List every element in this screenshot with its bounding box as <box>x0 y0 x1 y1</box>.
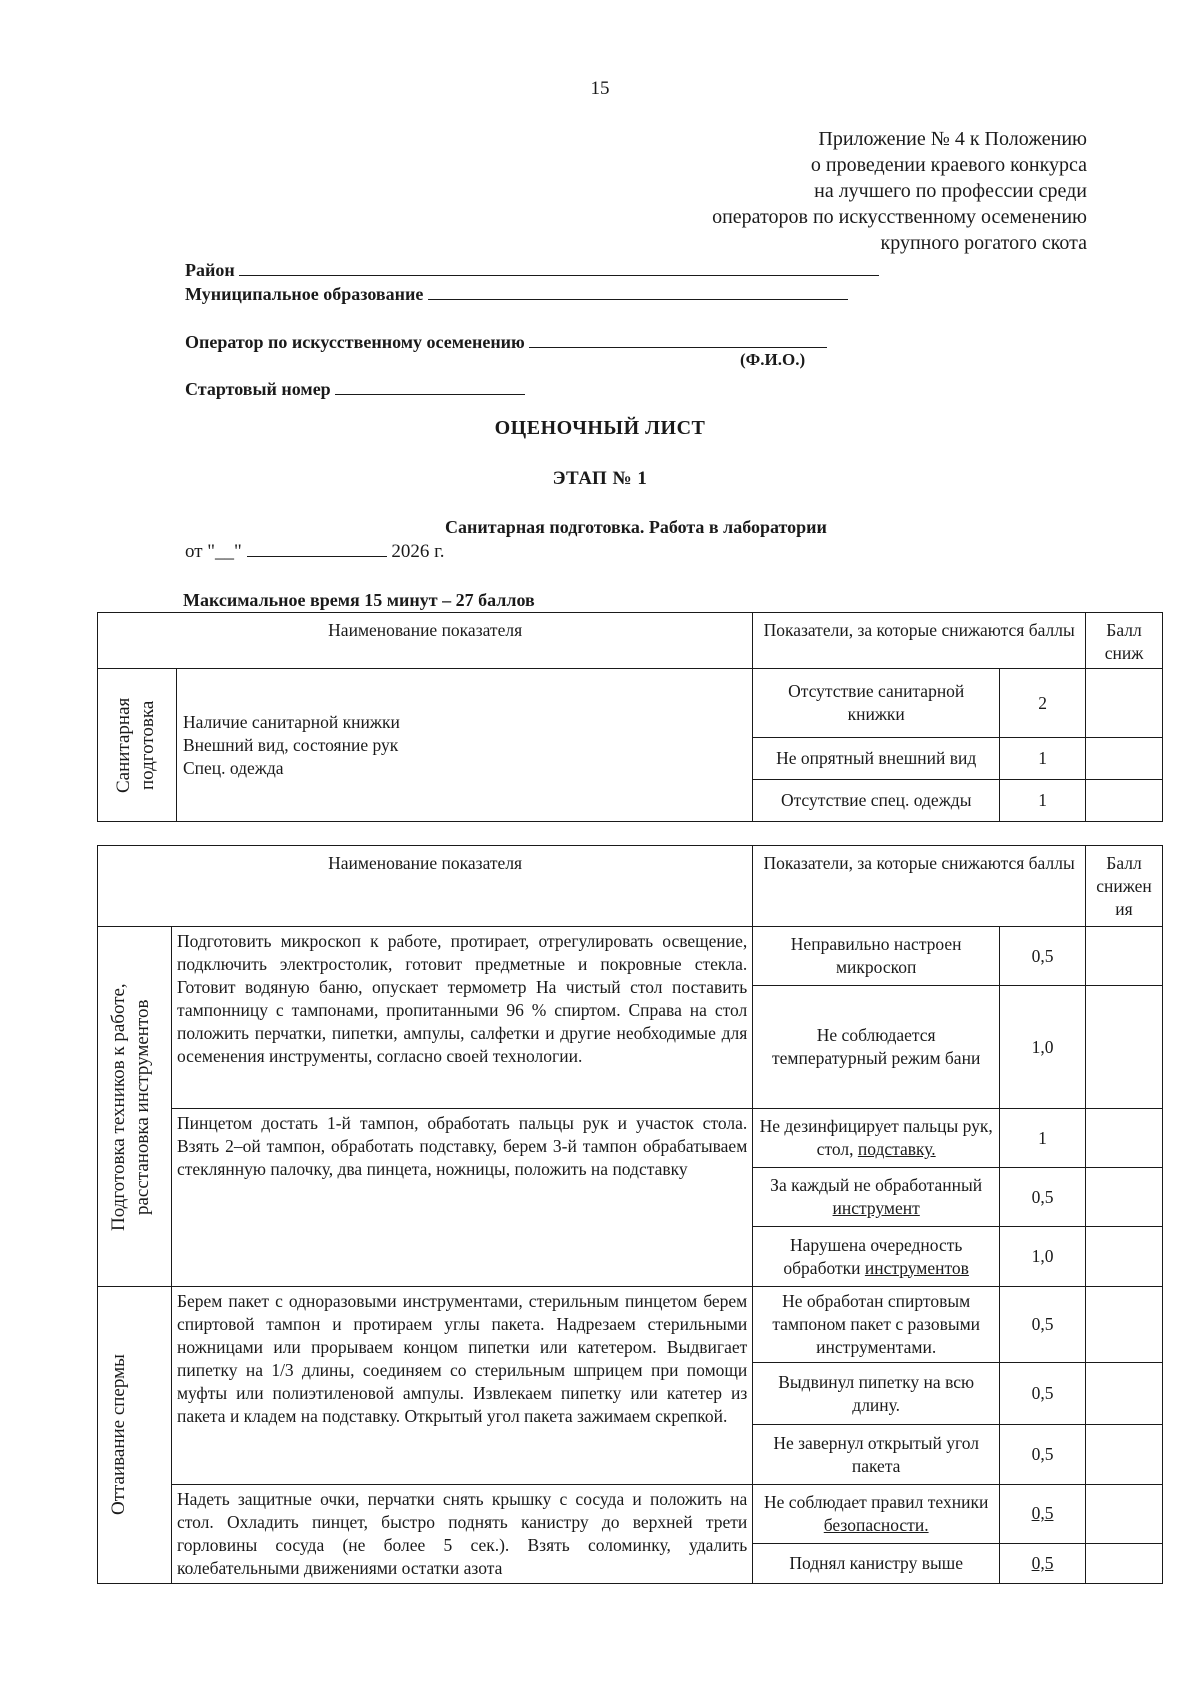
appendix-line: на лучшего по профессии среди <box>814 180 1087 202</box>
date-suffix: 2026 г. <box>391 541 445 562</box>
table-row <box>98 1287 1163 1363</box>
reduce-text: Не дезинфицирует пальцы рук, стол, подставку. <box>753 1109 1000 1168</box>
score-cell[interactable] <box>1085 1485 1162 1544</box>
reduce-text: Не завернул открытый угол пакета <box>753 1425 1000 1485</box>
municipality-label: Муниципальное образование <box>185 284 424 304</box>
max-time: Максимальное время 15 минут – 27 баллов <box>183 590 535 610</box>
district-label: Район <box>185 260 235 280</box>
reduce-points: 1,0 <box>1000 1227 1086 1287</box>
start-number-label: Стартовый номер <box>185 379 331 399</box>
table-row <box>98 927 1163 986</box>
page-title: ОЦЕНОЧНЫЙ ЛИСТ <box>494 417 706 439</box>
reduce-points: 0,5 <box>1000 1425 1086 1485</box>
reduce-points: 1 <box>1000 780 1086 822</box>
reduce-text: Неправильно настроен микроскоп <box>753 927 1000 986</box>
reduce-text: Поднял канистру выше <box>753 1543 1000 1583</box>
indicator-line: Внешний вид, состояние рук <box>182 734 399 755</box>
appendix-line: крупного рогатого скота <box>880 232 1087 254</box>
score-cell[interactable] <box>1085 1168 1162 1227</box>
appendix-line: Приложение № 4 к Положению <box>818 128 1087 150</box>
district-field <box>185 255 879 281</box>
start-number-line[interactable] <box>335 374 525 395</box>
reduce-text: Не соблюдается температурный режим бани <box>753 986 1000 1109</box>
reduce-points: 1 <box>1000 738 1086 780</box>
reduce-text: Отсутствие санитарной книжки <box>753 669 1000 738</box>
score-table-lab <box>97 845 1163 1584</box>
reduce-points: 0,5 <box>1000 1485 1086 1544</box>
table-header-row <box>98 613 1163 669</box>
instruction-block: Надеть защитные очки, перчатки снять крышку с сосуда и положить на стол. Охладить пинцет, быстро поднять канистру до верхней трети горловины сосуда (не более 5 сек.). Взять соломинку, удалить колебательными движениями остатки азота <box>171 1485 752 1584</box>
reduce-text: Не обработан спиртовым тампоном пакет с разовыми инструментами. <box>753 1287 1000 1363</box>
score-cell[interactable] <box>1085 1363 1162 1425</box>
table-header-row <box>98 846 1163 927</box>
reduce-points: 0,5 <box>1000 1363 1086 1425</box>
score-cell[interactable] <box>1085 986 1162 1109</box>
reduce-points: 0,5 <box>1000 927 1086 986</box>
table-row <box>98 669 1163 738</box>
header-score: Балл сниж <box>1086 613 1163 669</box>
score-cell[interactable] <box>1085 1227 1162 1287</box>
score-cell[interactable] <box>1085 1287 1162 1363</box>
appendix-line: операторов по искусственному осеменению <box>712 206 1087 228</box>
operator-label: Оператор по искусственному осеменению <box>185 332 525 352</box>
instruction-block: Подготовить микроскоп к работе, протирает, отрегулировать освещение, подключить электростолик, готовит предметные и покровные стекла. Готовит водяную баню, опускает термометр На чистый стол поставить тампонницу с тампонами, пропитанными 96 % спиртом. Справа на стол положить перчатки, пипетки, ампулы, салфетки и другие необходимые для осеменения инструменты, согласно своей технологии. <box>171 927 752 1109</box>
score-cell[interactable] <box>1085 927 1162 986</box>
date-prefix: от "__" <box>185 541 242 562</box>
reduce-points: 2 <box>1000 669 1086 738</box>
appendix-note <box>712 126 1087 256</box>
municipality-line[interactable] <box>428 279 848 300</box>
section-label: Санитарная подготовка <box>98 669 177 822</box>
instruction-block: Берем пакет с одноразовыми инструментами, стерильным пинцетом берем спиртовой тампон и протираем углы пакета. Надрезаем стерильными ножницами или прорываем концом пипетки или катетером. Выдвигает пипетку на 1/3 длины, соединяем со стерильным шприцем при помощи муфты или полиэтиленовой ампулы. Извлекаем пипетку или катетер из пакета и кладем на подставку. Открытый угол пакета зажимаем скрепкой. <box>171 1287 752 1485</box>
fio-caption: (Ф.И.О.) <box>740 350 806 369</box>
table-row <box>98 1109 1163 1168</box>
reduce-points: 1,0 <box>1000 986 1086 1109</box>
header-reduce: Показатели, за которые снижаются баллы <box>753 613 1086 669</box>
score-cell[interactable] <box>1086 738 1163 780</box>
reduce-text: Нарушена очередность обработки инструментов <box>753 1227 1000 1287</box>
date-line[interactable] <box>247 540 387 557</box>
indicator-cell <box>176 669 752 822</box>
stage-title: ЭТАП № 1 <box>552 468 648 489</box>
municipality-field <box>185 279 848 305</box>
indicator-line: Наличие санитарной книжки <box>182 711 400 732</box>
score-cell[interactable] <box>1085 1425 1162 1485</box>
reduce-text: Выдвинул пипетку на всю длину. <box>753 1363 1000 1425</box>
score-cell[interactable] <box>1085 1543 1162 1583</box>
district-line[interactable] <box>239 255 879 276</box>
header-name: Наименование показателя <box>98 846 753 927</box>
header-reduce: Показатели, за которые снижаются баллы <box>753 846 1086 927</box>
score-table-sanitary <box>97 612 1163 822</box>
header-name: Наименование показателя <box>98 613 753 669</box>
score-cell[interactable] <box>1086 669 1163 738</box>
header-score: Балл снижен ия <box>1085 846 1162 927</box>
reduce-text: За каждый не обработанный инструмент <box>753 1168 1000 1227</box>
section-label: Подготовка техников к работе, расстановка инструментов <box>98 927 172 1287</box>
instruction-block: Пинцетом достать 1-й тампон, обработать пальцы рук и участок стола. Взять 2–ой тампон, обработать подставку, берем 3-й тампон обрабатываем стеклянную палочку, два пинцета, ножницы, положить на подставку <box>171 1109 752 1287</box>
reduce-points: 1 <box>1000 1109 1086 1168</box>
score-cell[interactable] <box>1086 780 1163 822</box>
operator-field <box>185 327 827 353</box>
start-number-field <box>185 374 525 400</box>
operator-line[interactable] <box>529 327 827 348</box>
reduce-points: 0,5 <box>1000 1543 1086 1583</box>
reduce-text: Не опрятный внешний вид <box>753 738 1000 780</box>
table-row <box>98 1485 1163 1544</box>
subtitle: Санитарная подготовка. Работа в лаборатории <box>445 517 827 537</box>
score-cell[interactable] <box>1085 1109 1162 1168</box>
appendix-line: о проведении краевого конкурса <box>810 154 1087 176</box>
page-number: 15 <box>590 78 610 99</box>
date-field <box>185 540 444 563</box>
indicator-line: Спец. одежда <box>182 757 284 778</box>
reduce-text: Не соблюдает правил техники безопасности. <box>753 1485 1000 1544</box>
reduce-text: Отсутствие спец. одежды <box>753 780 1000 822</box>
reduce-points: 0,5 <box>1000 1287 1086 1363</box>
reduce-points: 0,5 <box>1000 1168 1086 1227</box>
section-label: Оттаивание спермы <box>98 1287 172 1584</box>
